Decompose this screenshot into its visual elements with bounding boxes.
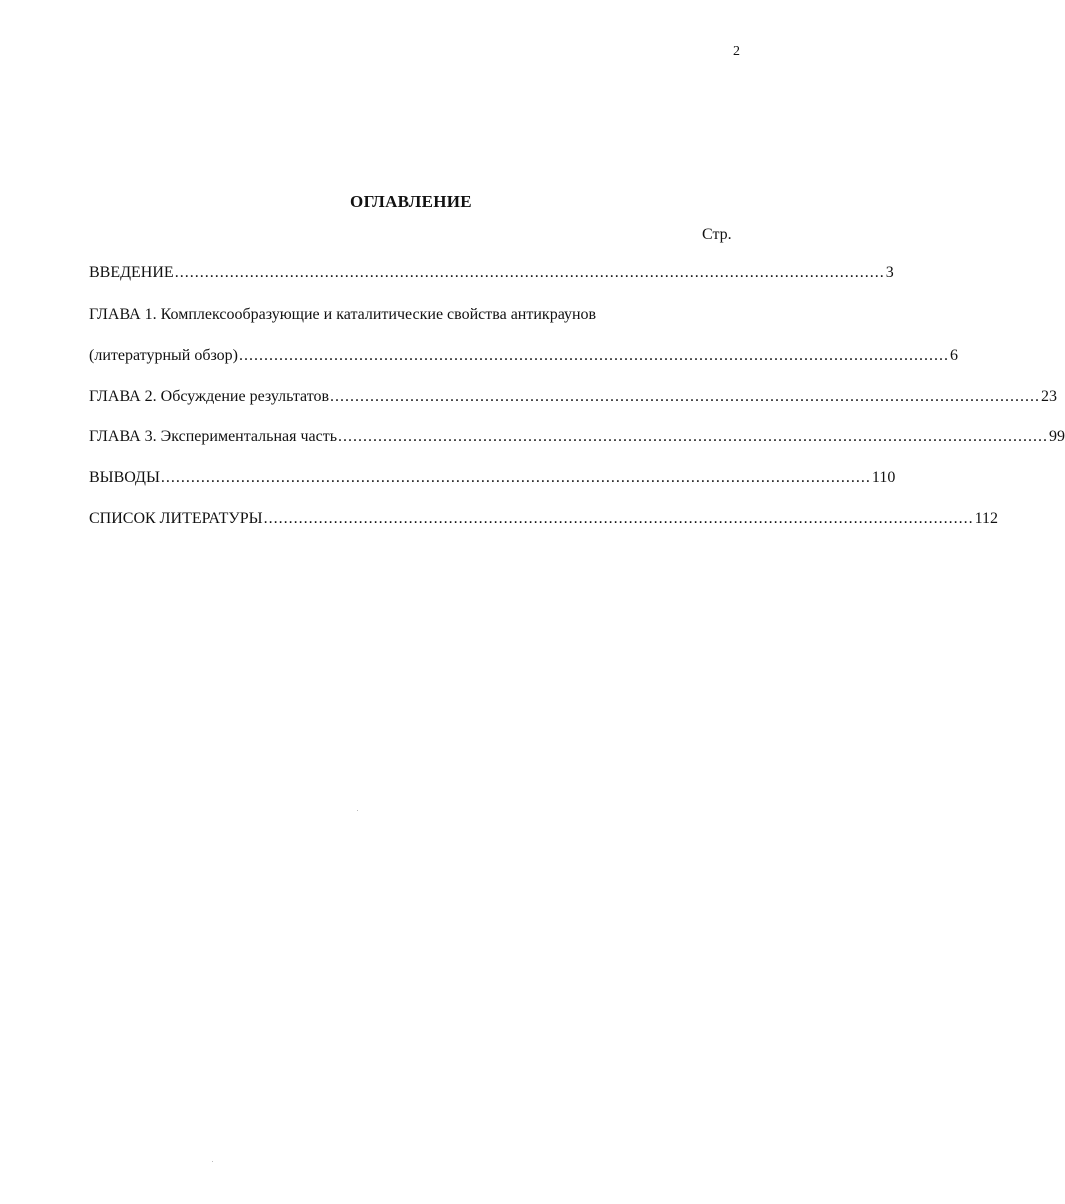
dot-leader: ..............................................................................................................................................	[263, 510, 974, 527]
scan-speck	[212, 1161, 213, 1162]
toc-entry-label: ГЛАВА 2. Обсуждение результатов	[89, 388, 330, 405]
toc-entry-chapter3[interactable]	[89, 427, 1065, 447]
toc-entry-chapter1-line1[interactable]	[89, 305, 596, 325]
scan-speck	[357, 810, 358, 811]
toc-entry-page: 6	[950, 347, 959, 364]
toc-entry-intro[interactable]	[89, 263, 894, 283]
toc-entry-page: 99	[1049, 428, 1065, 445]
toc-entry-label: ВЫВОДЫ	[89, 469, 160, 486]
dot-leader: ..............................................................................................................................................	[239, 347, 950, 364]
toc-entry-page: 112	[974, 510, 998, 527]
toc-entry-page: 110	[871, 469, 896, 486]
toc-entry-label: (литературный обзор)	[89, 347, 239, 364]
page-number: 2	[733, 44, 740, 59]
toc-entry-conclusions[interactable]	[89, 468, 896, 488]
toc-entry-page: 3	[885, 264, 894, 281]
toc-entry-chapter1-line2[interactable]	[89, 346, 959, 366]
toc-title: ОГЛАВЛЕНИЕ	[350, 192, 472, 211]
dot-leader: ..............................................................................................................................................	[338, 428, 1048, 445]
toc-entry-label: ВВЕДЕНИЕ	[89, 264, 174, 281]
pages-column-header: Стр.	[702, 226, 732, 243]
toc-entry-references[interactable]	[89, 509, 998, 529]
dot-leader: ..............................................................................................................................................	[174, 264, 885, 281]
toc-entry-label: ГЛАВА 1. Комплексообразующие и каталитические свойства антикраунов	[89, 306, 597, 323]
toc-entry-chapter2[interactable]	[89, 387, 1058, 407]
toc-entry-page: 23	[1041, 388, 1058, 405]
toc-entry-label: ГЛАВА 3. Экспериментальная часть	[89, 428, 337, 445]
toc-entry-label: СПИСОК ЛИТЕРАТУРЫ	[89, 510, 263, 527]
dot-leader: ..............................................................................................................................................	[330, 388, 1041, 405]
dot-leader: ..............................................................................................................................................	[160, 469, 871, 486]
